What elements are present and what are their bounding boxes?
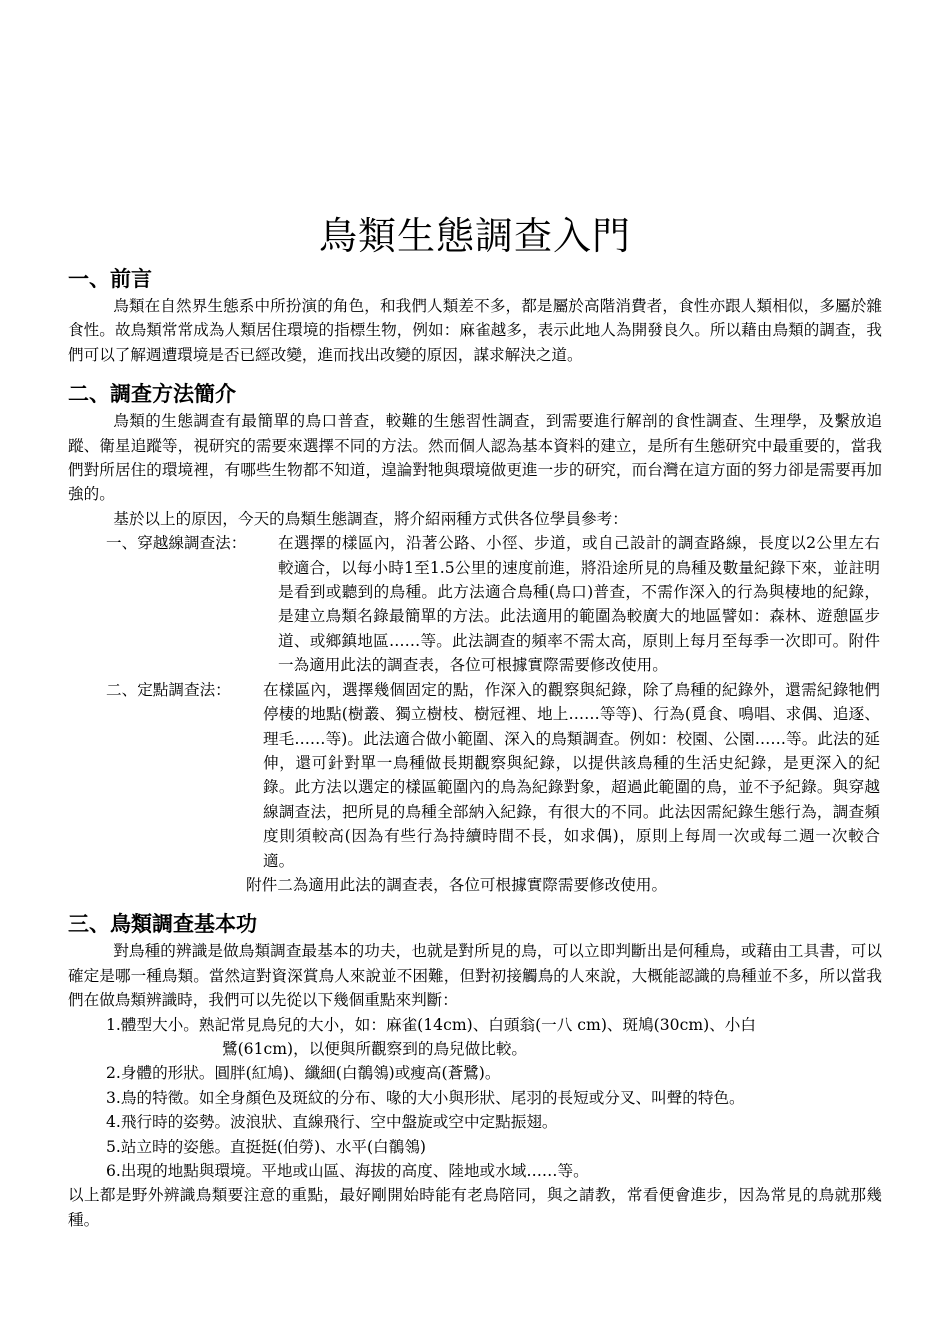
list-item-flight: 4.飛行時的姿勢。波浪狀、直線飛行、空中盤旋或空中定點振翅。 <box>106 1113 558 1132</box>
method-point-count <box>68 678 882 873</box>
intro-paragraph: 鳥類在自然界生態系中所扮演的角色，和我們人類差不多，都是屬於高階消費者，食性亦跟人類相似，多屬於雜食性。故鳥類常常成為人類居住環境的指標生物，例如：麻雀越多，表示此地人為開發良久。所以藉由鳥類的調查，我們可以了解週遭環境是否已經改變，進而找出改變的原因，謀求解決之道。 <box>68 297 882 364</box>
closing-paragraph: 以上都是野外辨識鳥類要注意的重點，最好剛開始時能有老鳥陪同，與之請教，常看便會進步，因為常見的鳥就那幾種。 <box>68 1186 882 1229</box>
section-heading-intro: 一、前言 <box>68 266 152 291</box>
document-title: 鳥類生態調查入門 <box>318 214 631 258</box>
section-heading-basics: 三、鳥類調查基本功 <box>68 911 257 937</box>
list-item-posture: 5.站立時的姿態。直挺挺(伯勞)、水平(白鶺鴒) <box>106 1137 426 1156</box>
list-item-body-size-line1: 1.體型大小。熟記常見鳥兒的大小，如：麻雀(14cm)、白頭翁(一八 cm)、斑鳩(30cm)、小白 <box>106 1015 756 1034</box>
list-item-habitat: 6.出現的地點與環境。平地或山區、海拔的高度、陸地或水域……等。 <box>106 1162 589 1180</box>
method-transect <box>68 531 882 677</box>
method-point-count-text: 在樣區內，選擇幾個固定的點，作深入的觀察與紀錄，除了鳥種的紀錄外，還需紀錄牠們停棲的地點(樹叢、獨立樹枝、樹冠裡、地上……等等)、行為(覓食、鳴唱、求偶、追逐、理毛……等)。此法適合做小範圍、深入的鳥類調查。例如：校園、公園……等。此法的延伸，還可針對單一鳥種做長期觀察與紀錄，以提供該鳥種的生活史紀錄，是更深入的紀錄。此方法以選定的樣區範圍內的鳥為紀錄對象，超過此範圍的鳥，並不予紀錄。與穿越線調查法，把所見的鳥種全部納入紀錄，有很大的不同。此法因需紀錄生態行為，調查頻度則須較高(因為有些行為持續時間不長，如求偶)，原則上每周一次或每二週一次較合適。 <box>263 680 880 870</box>
appendix-note: 附件二為適用此法的調查表，各位可根據實際需要修改使用。 <box>246 875 668 894</box>
list-item-body-shape: 2.身體的形狀。圓胖(紅鳩)、纖細(白鶺鴒)或瘦高(蒼鷺)。 <box>106 1064 501 1083</box>
list-item-body-size <box>68 1013 882 1062</box>
basics-paragraph: 對鳥種的辨識是做鳥類調查最基本的功夫，也就是對所見的鳥，可以立即判斷出是何種鳥，或藉由工具書，可以確定是哪一種鳥類。當然這對資深賞鳥人來說並不困難，但對初接觸鳥的人來說，大概能認識的鳥種並不多，所以當我們在做鳥類辨識時，我們可以先從以下幾個重點來判斷： <box>68 942 882 1010</box>
document-page <box>68 208 882 1232</box>
methods-paragraph-2: 基於以上的原因，今天的鳥類生態調查，將介紹兩種方式供各位學員參考： <box>113 509 628 528</box>
method-point-count-label: 二、定點調查法： <box>106 680 231 699</box>
section-heading-methods: 二、調查方法簡介 <box>68 381 236 407</box>
methods-paragraph-1: 鳥類的生態調查有最簡單的鳥口普查，較難的生態習性調查，到需要進行解剖的食性調查、生理學，及繫放追蹤、衛星追蹤等，視研究的需要來選擇不同的方法。然而個人認為基本資料的建立，是所有生態研究中最重要的，當我們對所居住的環境裡，有哪些生物都不知道，遑論對牠與環境做更進一步的研究，而台灣在這方面的努力卻是需要再加強的。 <box>68 412 882 504</box>
list-item-features: 3.鳥的特徵。如全身顏色及斑紋的分布、喙的大小與形狀、尾羽的長短或分叉、叫聲的特色。 <box>106 1088 745 1107</box>
method-transect-label: 一、穿越線調查法： <box>106 534 247 553</box>
list-item-body-size-line2: 鷺(61cm)，以便與所觀察到的鳥兒做比較。 <box>222 1039 528 1058</box>
method-transect-text: 在選擇的樣區內，沿著公路、小徑、步道，或自己設計的調查路線，長度以2公里左右較適合，以每小時1至1.5公里的速度前進，將沿途所見的鳥種及數量紀錄下來，並註明是看到或聽到的鳥種。此方法適合鳥種(鳥口)普查，不需作深入的行為與棲地的紀錄，是建立鳥類名錄最簡單的方法。此法適用的範圍為較廣大的地區譬如：森林、遊憩區步道、或鄉鎮地區……等。此法調查的頻率不需太高，原則上每月至每季一次即可。附件一為適用此法的調查表，各位可根據實際需要修改使用。 <box>278 534 880 675</box>
